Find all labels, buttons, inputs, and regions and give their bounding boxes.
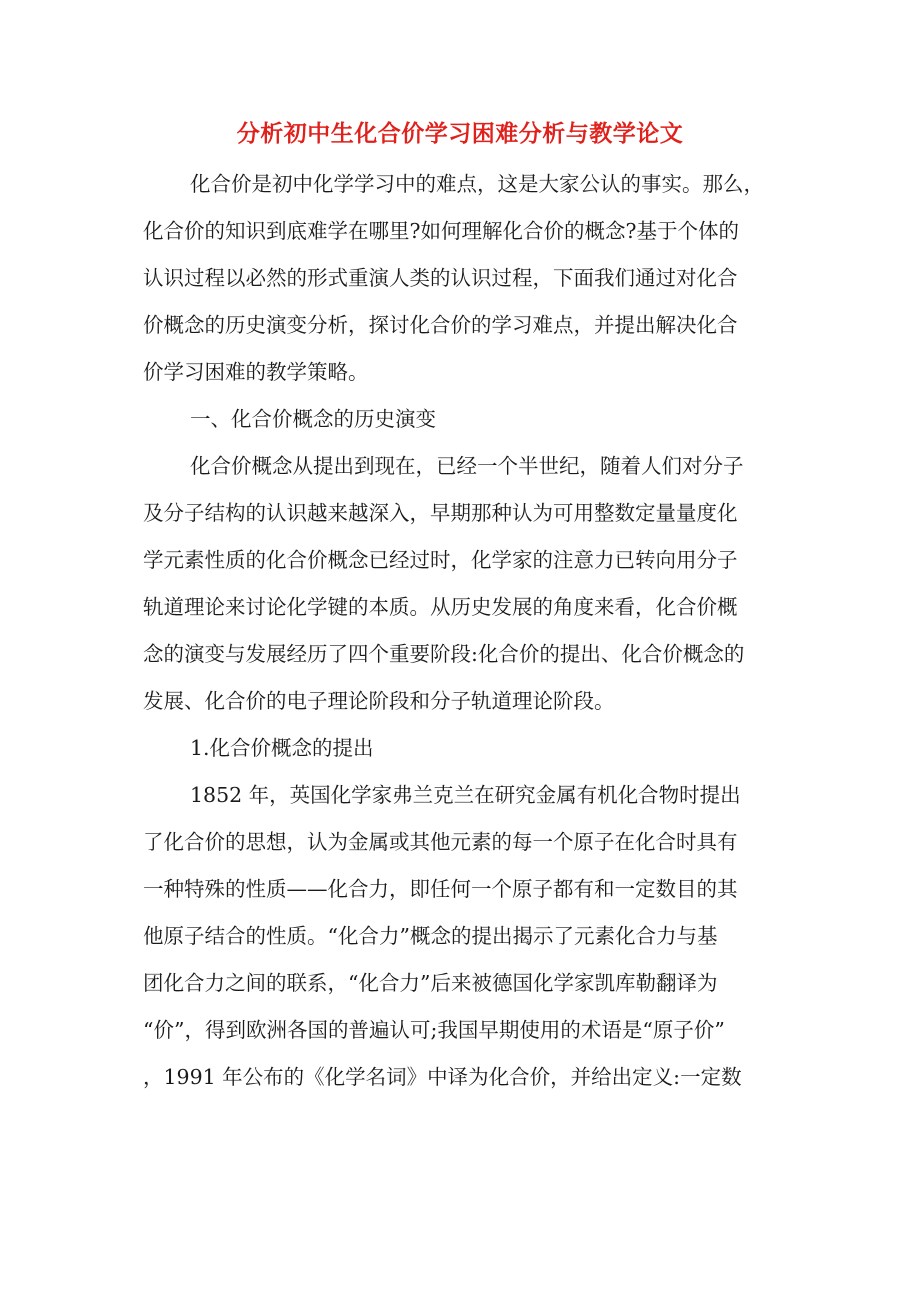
paragraph-line: 他原子结合的性质。“化合力”概念的提出揭示了元素化合力与基	[143, 924, 718, 948]
paragraph-line: 价概念的历史演变分析，探讨化合价的学习难点，并提出解决化合	[143, 313, 738, 337]
paragraph-line: 了化合价的思想，认为金属或其他元素的每一个原子在化合时具有	[143, 830, 738, 854]
paragraph-line: 念的演变与发展经历了四个重要阶段:化合价的提出、化合价概念的	[143, 642, 745, 666]
paragraph-line: 化合价是初中化学学习中的难点，这是大家公认的事实。那么，	[190, 172, 764, 196]
paragraph-line: 1852 年，英国化学家弗兰克兰在研究金属有机化合物时提出	[190, 783, 741, 807]
section-heading: 一、化合价概念的历史演变	[190, 407, 436, 431]
paragraph-line: 轨道理论来讨论化学键的本质。从历史发展的角度来看，化合价概	[143, 595, 738, 619]
paragraph-line: 化合价的知识到底难学在哪里?如何理解化合价的概念?基于个体的	[143, 219, 739, 243]
paragraph-line: 一种特殊的性质——化合力，即任何一个原子都有和一定数目的其	[143, 877, 738, 901]
paragraph-line: 学元素性质的化合价概念已经过时，化学家的注意力已转向用分子	[143, 548, 738, 572]
paragraph-line: 认识过程以必然的形式重演人类的认识过程，下面我们通过对化合	[143, 266, 738, 290]
paragraph-line: ，1991 年公布的《化学名词》中译为化合价，并给出定义:一定数	[143, 1065, 742, 1089]
document-title: 分析初中生化合价学习困难分析与教学论文	[236, 120, 684, 147]
paragraph-line: 价学习困难的教学策略。	[143, 360, 369, 384]
paragraph-line: “价”，得到欧洲各国的普遍认可;我国早期使用的术语是“原子价”	[143, 1018, 725, 1042]
paragraph-line: 团化合力之间的联系，“化合力”后来被德国化学家凯库勒翻译为	[143, 971, 718, 995]
subsection-heading: 1.化合价概念的提出	[190, 736, 374, 760]
paragraph-line: 及分子结构的认识越来越深入，早期那种认为可用整数定量量度化	[143, 501, 738, 525]
paragraph-line: 化合价概念从提出到现在，已经一个半世纪，随着人们对分子	[190, 454, 744, 478]
paragraph-line: 发展、化合价的电子理论阶段和分子轨道理论阶段。	[143, 689, 615, 713]
